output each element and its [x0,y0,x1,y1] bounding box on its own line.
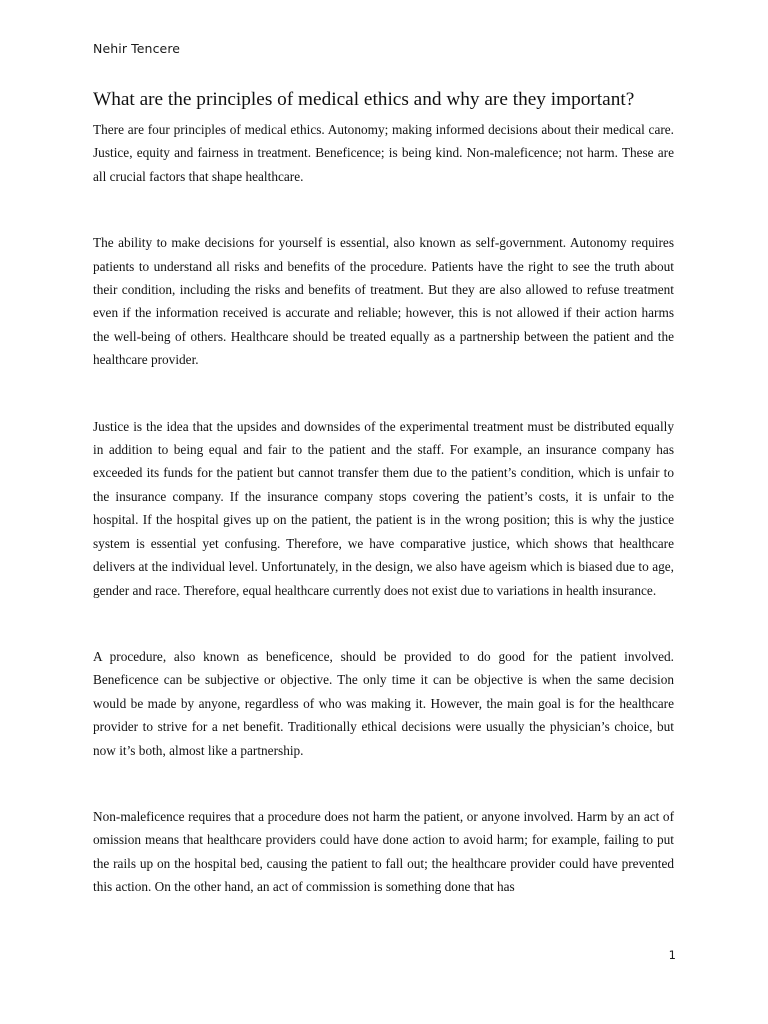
document-body [93,88,674,899]
paragraph-non-maleficence: Non-maleficence requires that a procedure does not harm the patient, or anyone involved. Harm by an act of omission means that healthcare providers could have done action to avoid harm; for example, failing to put the rails up on the hospital bed, causing the patient to fall out; the healthcare provider could have prevented this action. On the other hand, an act of commission is something done that has [93,808,674,895]
paragraph-justice: Justice is the idea that the upsides and downsides of the experimental treatment must be distributed equally in addition to being equal and fair to the patient and the staff. For example, an insurance company has exceeded its funds for the patient but cannot transfer them due to the patient’s condition, which is unfair to the insurance company. If the insurance company stops covering the patient’s costs, it is unfair to the hospital. If the hospital gives up on the patient, the patient is in the wrong position; this is why the justice system is essential yet confusing. Therefore, we have comparative justice, which shows that healthcare delivers at the individual level. Unfortunately, in the design, we also have ageism which is biased due to age, gender and race. Therefore, equal healthcare currently does not exist due to variations in health insurance. [93,418,674,598]
paragraph-intro: There are four principles of medical ethics. Autonomy; making informed decisions about their medical care. Justice, equity and fairness in treatment. Beneficence; is being kind. Non-maleficence; not harm. These are all crucial factors that shape healthcare. [93,122,674,184]
paragraph-beneficence: A procedure, also known as beneficence, should be provided to do good for the patient involved. Beneficence can be subjective or objective. The only time it can be objective is when the same decision would be made by anyone, regardless of who was making it. However, the main goal is for the healthcare provider to strive for a net benefit. Traditionally ethical decisions were usually the physician’s choice, but now it’s both, almost like a partnership. [93,648,674,758]
header-author: Nehir Tencere [93,41,181,56]
paragraph-autonomy: The ability to make decisions for yourself is essential, also known as self-government. Autonomy requires patients to understand all risks and benefits of the procedure. Patients have the right to see the truth about their condition, including the risks and benefits of treatment. But they are also allowed to refuse treatment even if the information received is accurate and reliable; however, this is not allowed if their action harms the well-being of others. Healthcare should be treated equally as a partnership between the patient and the healthcare provider. [93,235,674,368]
document-title: What are the principles of medical ethics and why are they important? [93,89,635,110]
page-number: 1 [668,948,676,962]
